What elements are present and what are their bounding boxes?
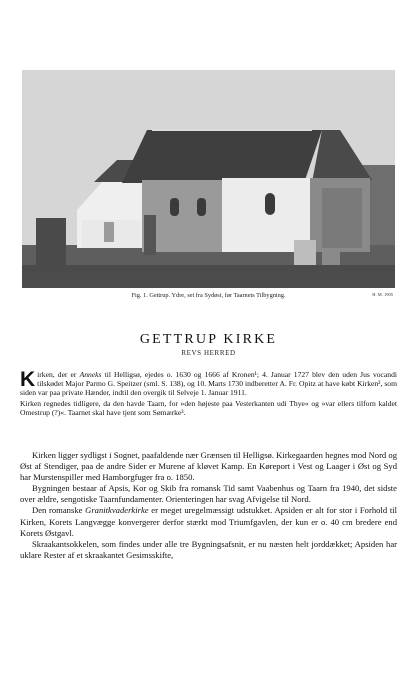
body-p3-italic: Granitkvaderkirke [85, 505, 149, 516]
body-paragraph-1: Kirken ligger sydligst i Sognet, paafaldende nær Grænsen til Helligsø. Kirkegaarden hegnes mod Nord og Øst af Stendiger, paa de andre Sider er Murene af kløvet Kamp. En Køreport i Vest og Laager i Øst og Syd har Murstenspiller med Hamborgfuger fra o. 1850. [20, 450, 397, 483]
body-paragraph-3 [20, 505, 397, 538]
drop-cap: K [20, 368, 36, 391]
body-paragraph-4: Skraakantsokkelen, som findes under alle tre Bygningsafsnit, er nu næsten helt jorddækket; Apsiden har uklare Rester af et skraakantet Gesimsskifte, [20, 538, 397, 560]
intro-paragraph-2: Kirken regnedes tidligere, da den havde Taarn, for »den højeste paa Vesterkanten udi Thye« og »var ellers tilforn kaldet Omestrup (?)«. Taarnet skal have tjent som Sømærke³. [20, 398, 397, 417]
body-paragraph-2: Bygningen bestaar af Apsis, Kor og Skib fra romansk Tid samt Vaabenhus og Taarn fra 1940, det sidste over ældre, sengotiske Taarnfundamenter. Orienteringen har svag Afvigelse til Nord. [20, 483, 397, 505]
photo-credit: H. M. 1905 [372, 292, 393, 297]
intro-paragraph-1 [20, 370, 397, 398]
church-photo-drawing [22, 70, 395, 288]
page-title: GETTRUP KIRKE [139, 332, 278, 347]
intro-text-b: til Helligsø, ejedes o. 1630 og 1666 af Kronen¹; 4. Januar 1727 blev den uden Jus vocandi tilskødet Major Parmo G. Speitzer (sml. S. 138), og 10. Marts 1730 indberetter A. Fr. Opitz at have købt Kirken², som siden var paa private Hænder, indtil den overgik til Selveje 1. Januar 1911. [20, 370, 397, 398]
church-photograph [22, 70, 395, 288]
intro-section [20, 370, 397, 417]
page-subtitle: REVS HERRED [181, 349, 236, 357]
body-p3-a: Den romanske [32, 505, 86, 516]
body-p3-b: er meget uregelmæssigt udstukket. Apsiden er alt for stor i Forhold til Kirken, Korets Langvægge konvergerer derfor stærkt mod Triumfgavlen, der kun er o. 40 cm bredere end Korets Østgavl. [20, 505, 397, 538]
intro-annex: Anneks [79, 370, 102, 379]
intro-text-a: irken, der er [37, 370, 80, 379]
body-text [20, 450, 397, 561]
figure-caption: Fig. 1. Gettrup. Ydre, set fra Sydøst, før Taarnets Tilbygning. [131, 292, 286, 299]
